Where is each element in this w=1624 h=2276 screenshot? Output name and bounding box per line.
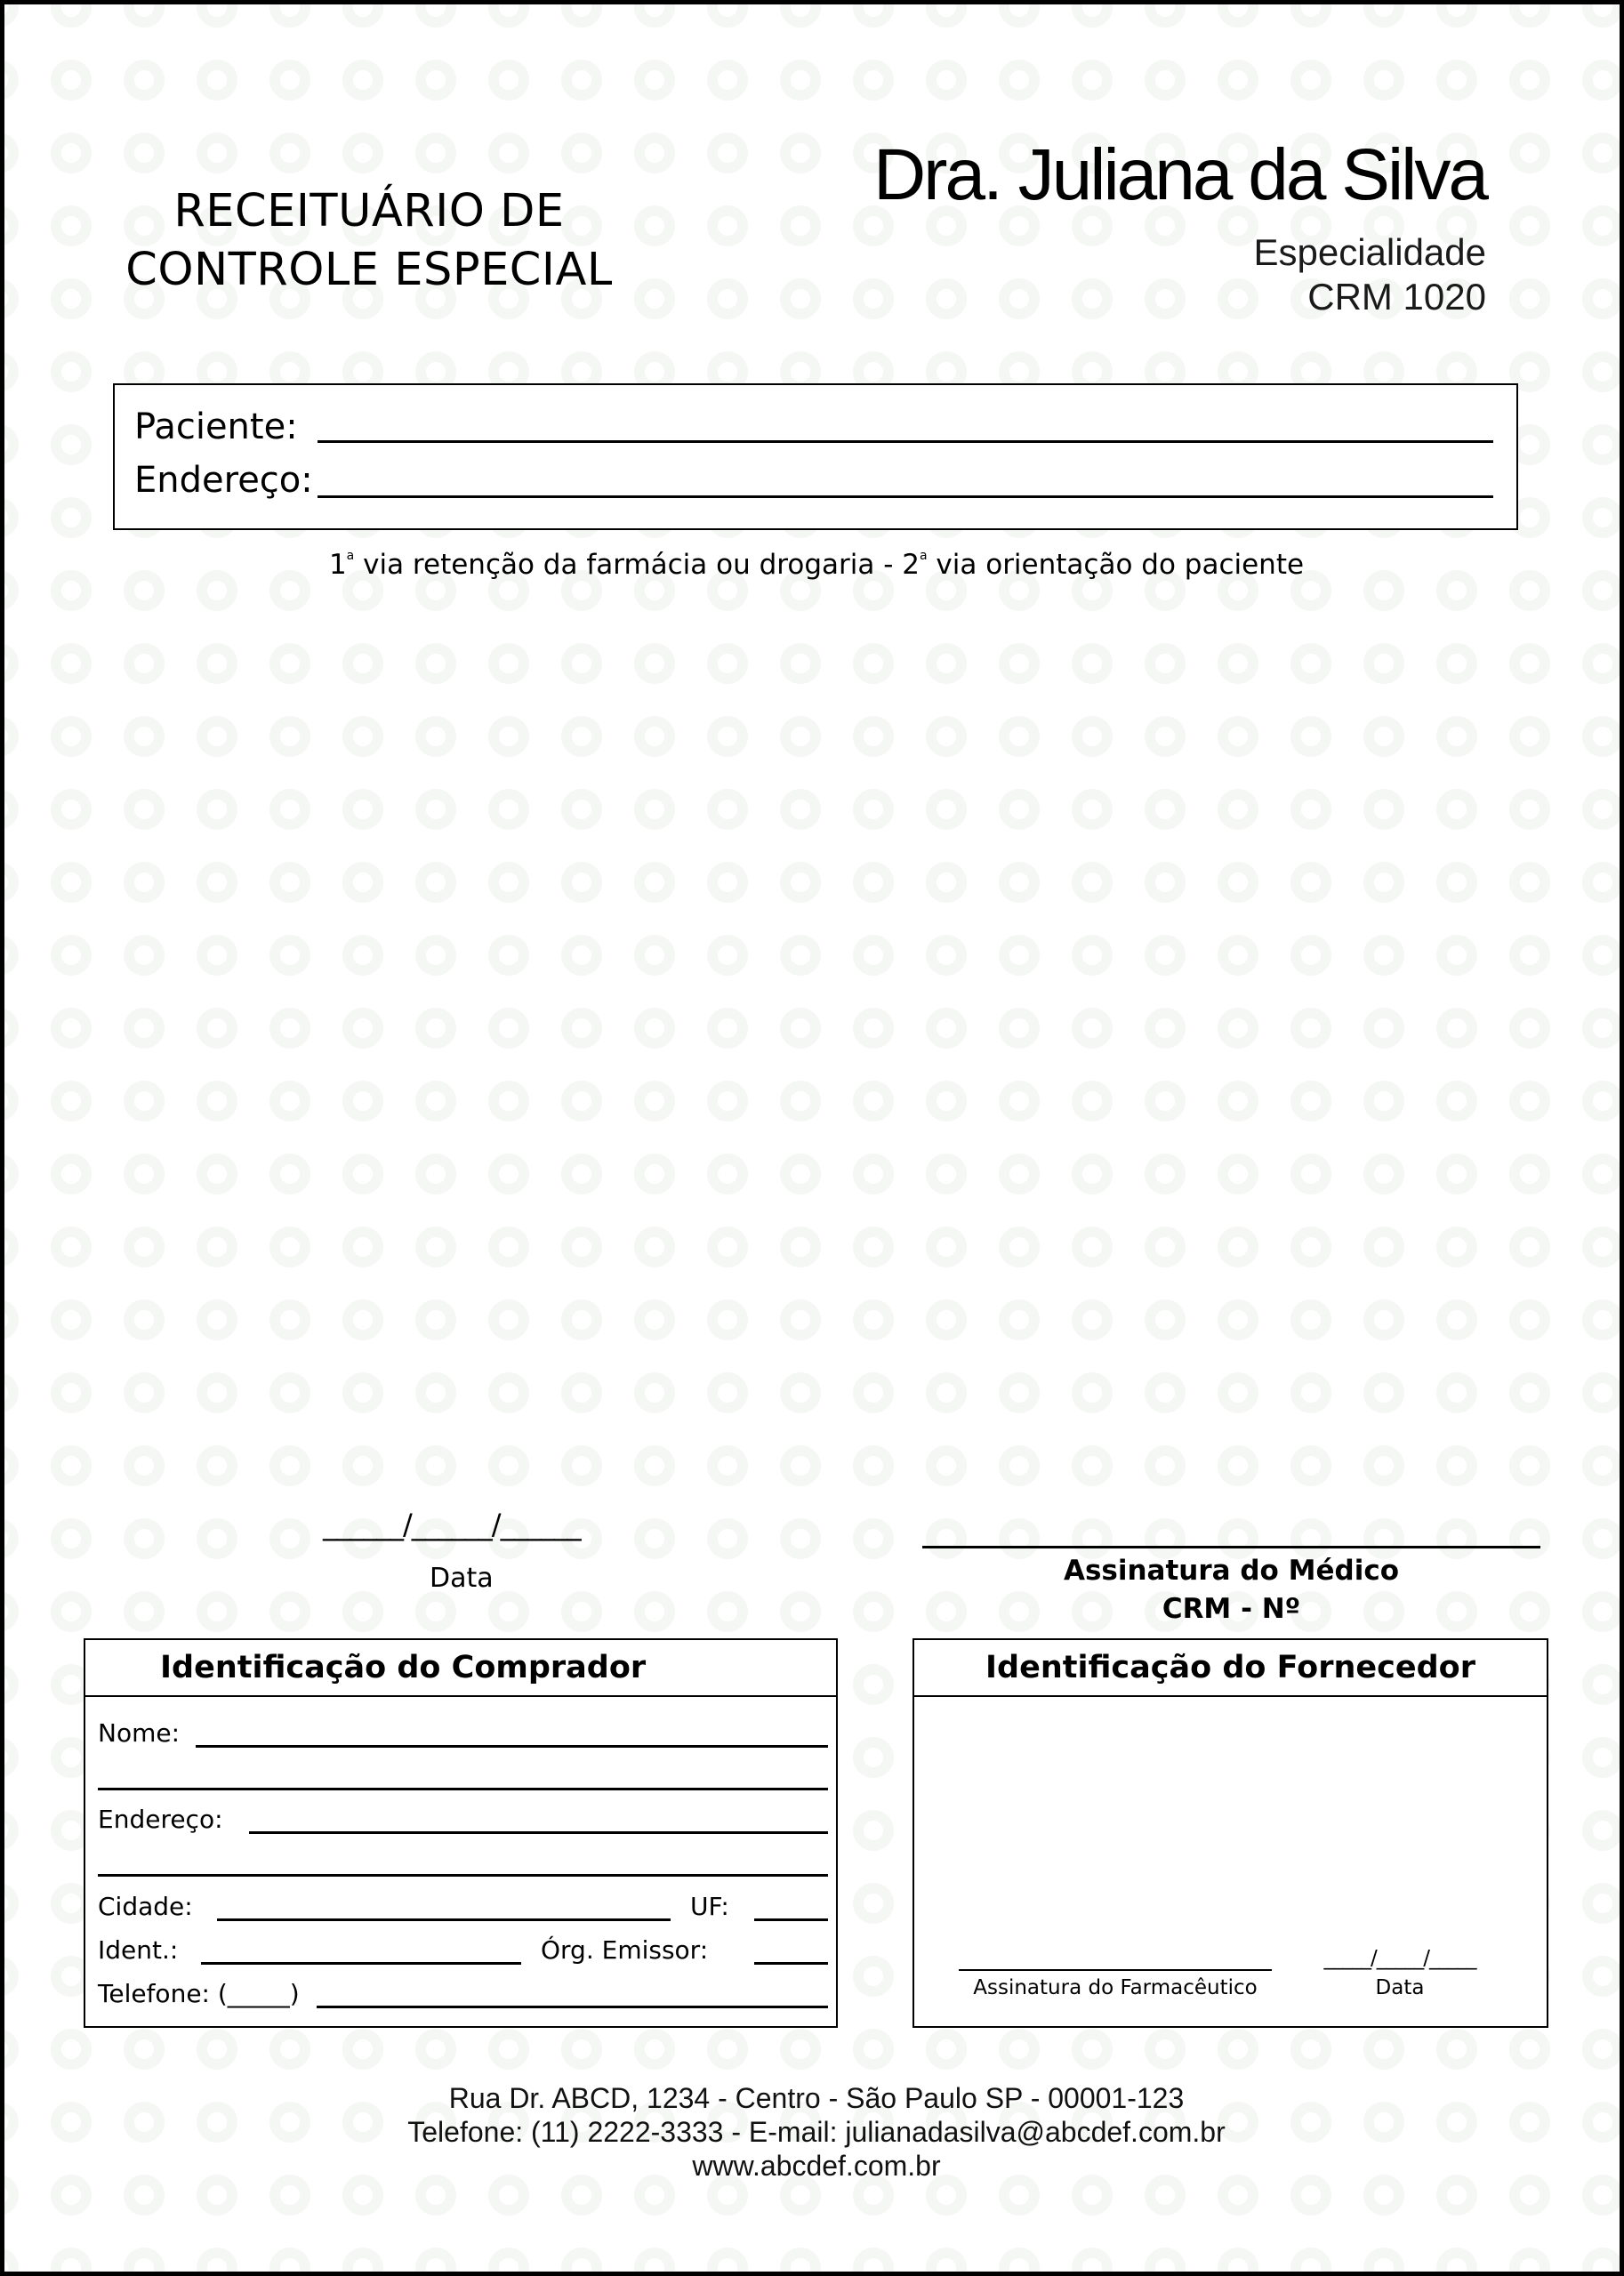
footer-website[interactable]: www.abcdef.com.br [692, 2150, 941, 2182]
buyer-issuer-label: Órg. Emissor: [541, 1935, 709, 1965]
pharmacist-signature-line[interactable] [959, 1969, 1272, 1971]
patient-field-line[interactable] [318, 440, 1493, 443]
date-label: Data [430, 1563, 494, 1594]
buyer-ident-label: Ident.: [98, 1935, 179, 1965]
address-label: Endereço: [134, 460, 313, 501]
buyer-phone-label: Telefone: (_____) [98, 1979, 300, 2008]
via-note-part-1: 1 [328, 549, 347, 581]
supplier-date-label: Data [1375, 1976, 1425, 1999]
buyer-issuer-line[interactable] [754, 1962, 828, 1965]
buyer-box-title: Identificação do Comprador [85, 1640, 836, 1697]
buyer-uf-line[interactable] [754, 1918, 828, 1921]
supplier-box-title: Identificação do Fornecedor [914, 1640, 1547, 1697]
signature-label: Assinatura do Médico [1063, 1555, 1400, 1587]
buyer-city-line[interactable] [217, 1918, 671, 1921]
patient-box [113, 383, 1518, 530]
address-field-line[interactable] [318, 495, 1493, 498]
doctor-crm: CRM 1020 [1307, 276, 1486, 318]
via-note-part-2: via retenção da farmácia ou drogaria - 2 [354, 549, 920, 581]
via-note-part-3: via orientação do paciente [927, 549, 1305, 581]
buyer-address-line-2[interactable] [98, 1874, 828, 1877]
buyer-ident-line[interactable] [201, 1962, 521, 1965]
document-title [93, 182, 645, 300]
footer-address: Rua Dr. ABCD, 1234 - Centro - São Paulo SP - 00001-123 [448, 2082, 1185, 2114]
buyer-name-line[interactable] [196, 1745, 828, 1748]
footer [4, 2081, 1624, 2183]
title-line-2: CONTROLE ESPECIAL [125, 244, 613, 296]
pharmacist-signature-label: Assinatura do Farmacêutico [973, 1976, 1258, 1999]
supplier-identification-box [912, 1638, 1548, 2028]
patient-label: Paciente: [134, 406, 298, 447]
buyer-address-line[interactable] [249, 1831, 828, 1834]
copy-instructions [4, 549, 1624, 581]
buyer-identification-box [84, 1638, 838, 2028]
doctor-signature-line[interactable] [922, 1546, 1540, 1548]
via-note-sup-1: a [346, 549, 355, 563]
doctor-name: Dra. Juliana da Silva [872, 134, 1486, 215]
buyer-uf-label: UF: [690, 1892, 729, 1921]
doctor-specialty: Especialidade [1253, 231, 1486, 273]
buyer-phone-line[interactable] [317, 2006, 828, 2008]
buyer-city-label: Cidade: [98, 1892, 193, 1921]
via-note-sup-2: a [919, 549, 928, 563]
date-blank[interactable]: ______/______/______ [323, 1508, 581, 1541]
crm-number-label: CRM - Nº [1162, 1593, 1301, 1625]
footer-contact: Telefone: (11) 2222-3333 - E-mail: julianadasilva@abcdef.com.br [407, 2116, 1226, 2148]
buyer-address-label: Endereço: [98, 1805, 223, 1834]
supplier-date-blank[interactable]: _____/_____/_____ [1323, 1947, 1476, 1970]
buyer-name-line-2[interactable] [98, 1788, 828, 1790]
doctor-signature-caption [922, 1552, 1540, 1629]
title-line-1: RECEITUÁRIO DE [173, 185, 565, 237]
buyer-name-label: Nome: [98, 1718, 181, 1748]
